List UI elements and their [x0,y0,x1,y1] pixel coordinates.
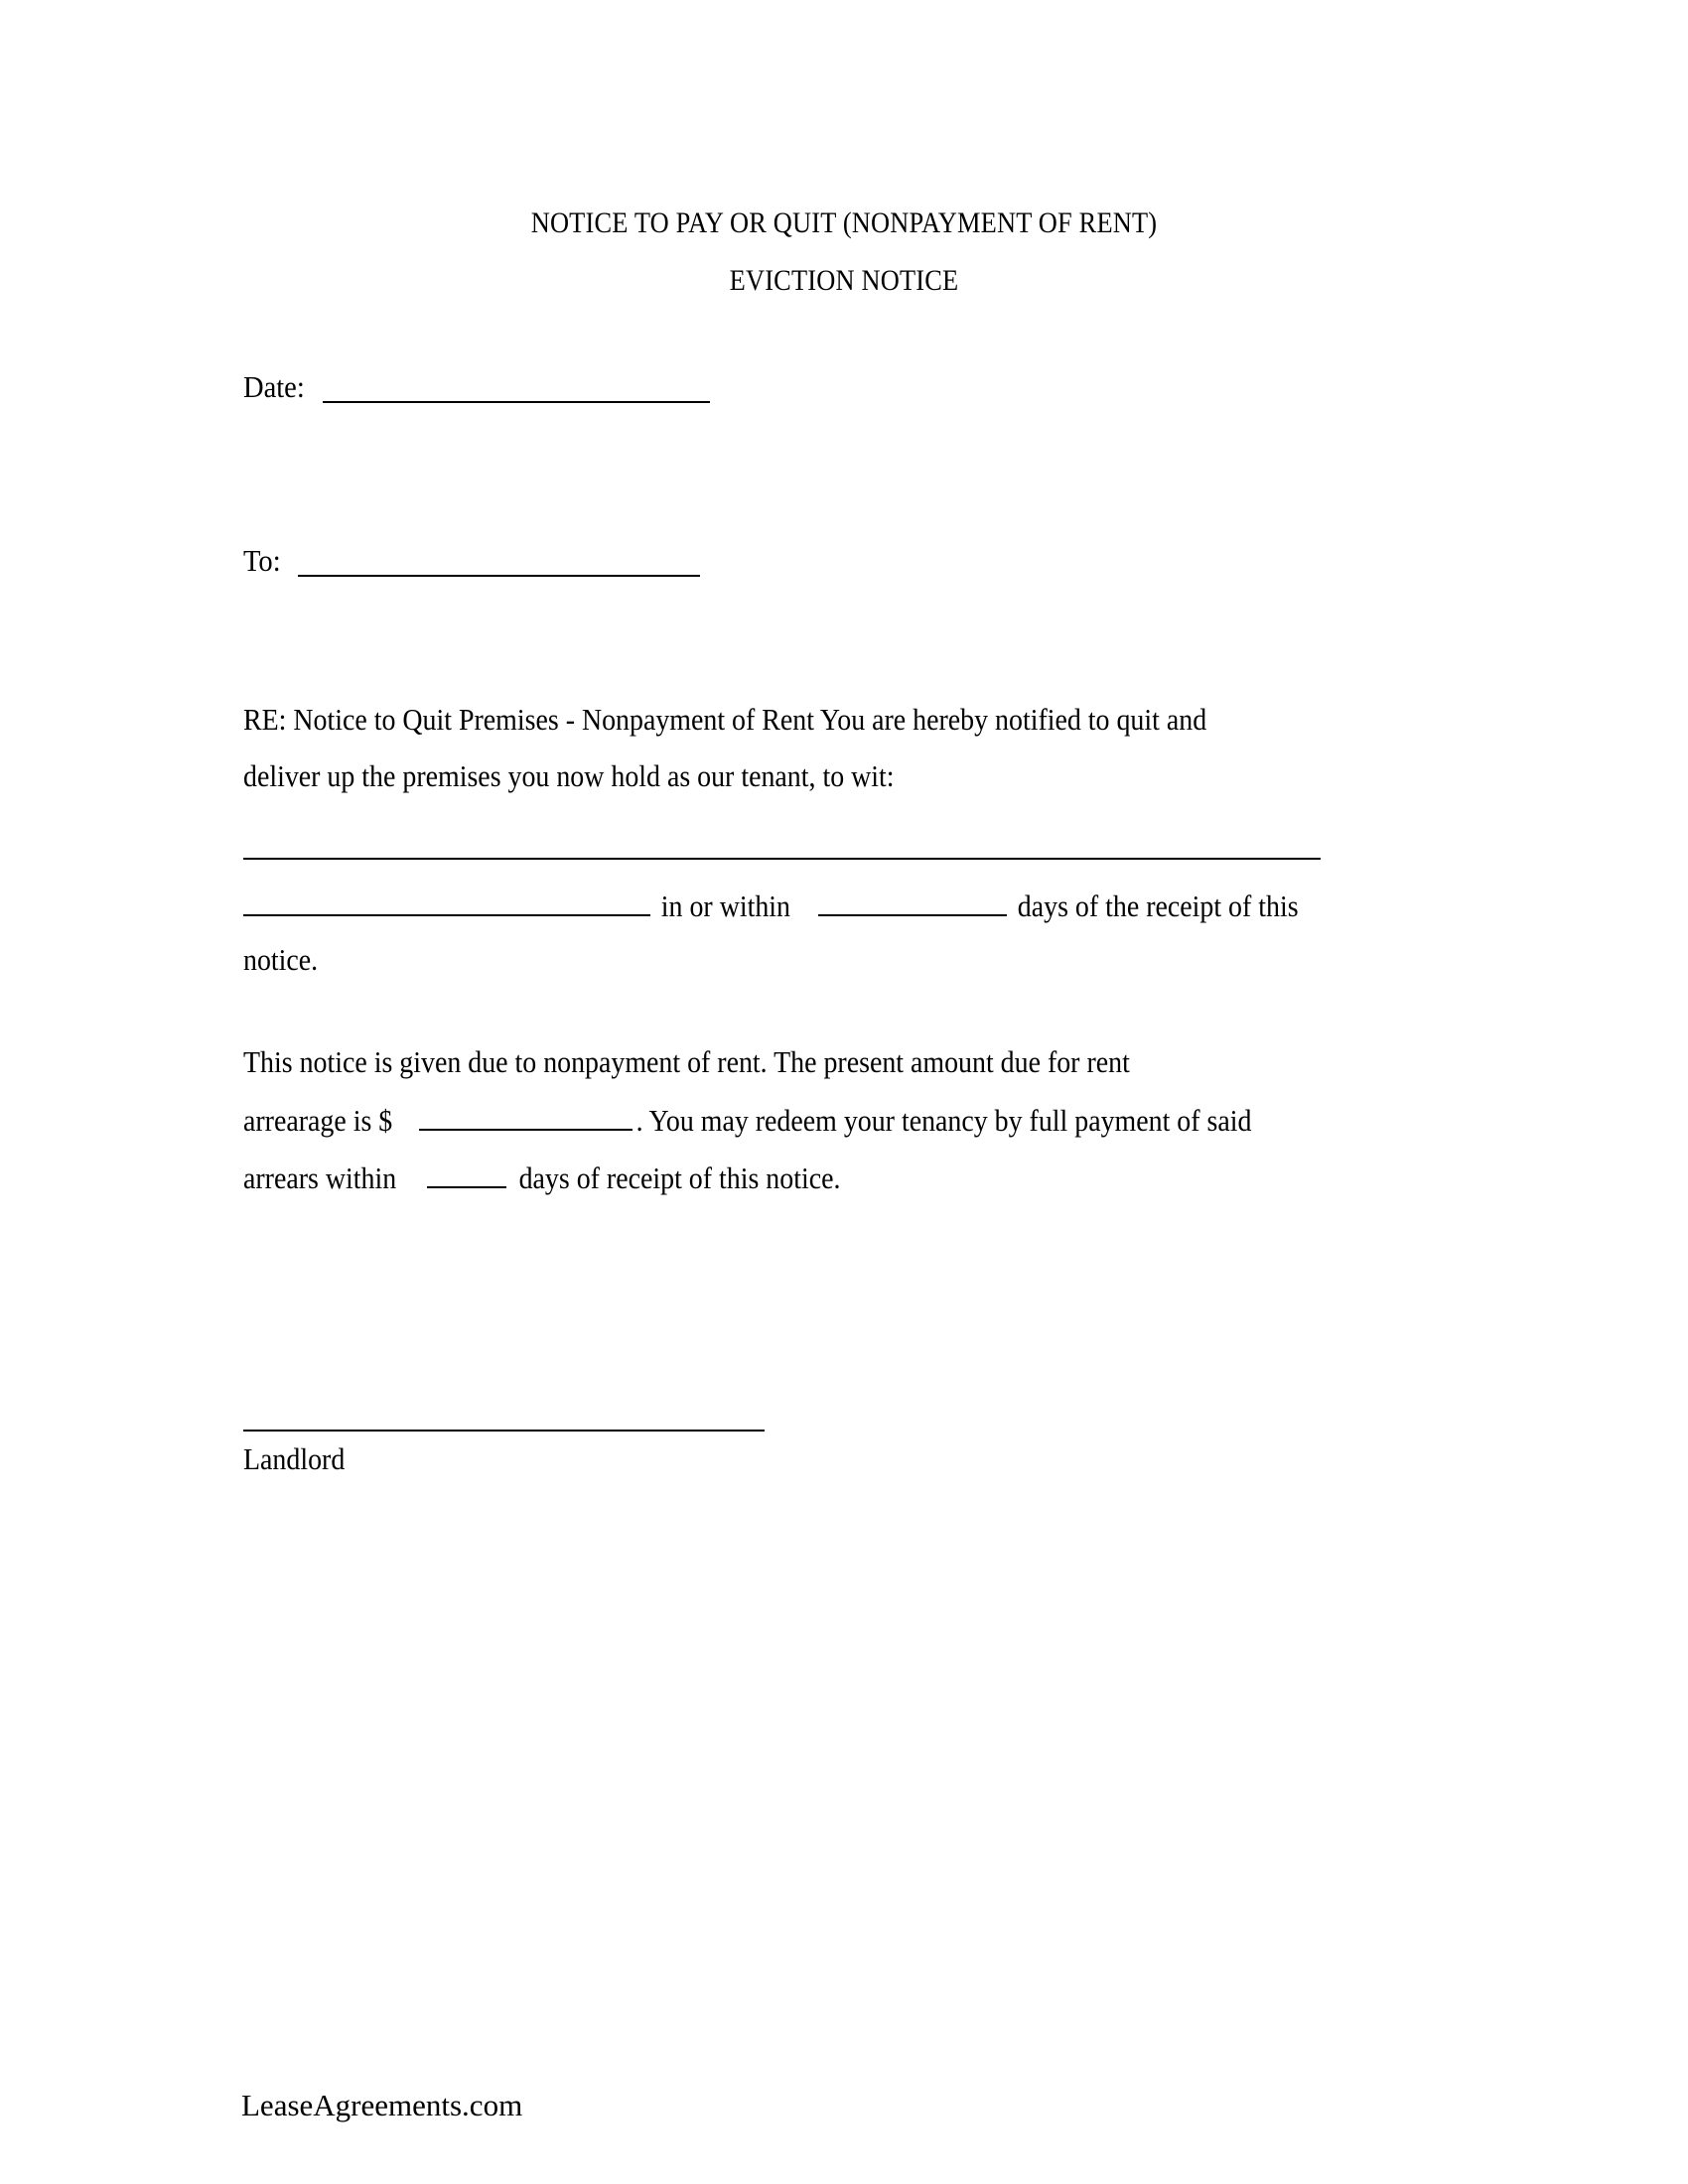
footer-site-name: LeaseAgreements.com [241,2088,523,2122]
re-paragraph-line-2: deliver up the premises you now hold as our tenant, to wit: [243,758,895,793]
premises-description-line-2[interactable] [243,888,650,916]
date-label: Date: [243,369,305,404]
quit-line-suffix-text: days of the receipt of this [1017,888,1299,923]
redeem-days-input-line[interactable] [427,1160,506,1188]
document-title-line-1: NOTICE TO PAY OR QUIT (NONPAYMENT OF RENT) [530,206,1158,239]
quit-line-mid-text: in or within [660,888,791,923]
title-block [0,195,1688,310]
to-label: To: [243,543,281,578]
date-input-line[interactable] [323,401,710,403]
quit-line-end-text: notice. [243,942,319,977]
arrearage-amount-prefix-text: arrearage is $ [243,1103,393,1138]
redeem-days-suffix-text: days of receipt of this notice. [518,1160,841,1195]
arrearage-amount-input-line[interactable] [419,1103,633,1131]
redeem-days-row [243,1160,878,1195]
landlord-label: Landlord [243,1441,346,1476]
re-paragraph-line-1: RE: Notice to Quit Premises - Nonpayment of Rent You are hereby notified to quit and [243,702,1207,737]
arrearage-amount-row [243,1103,1321,1138]
premises-description-line-1[interactable] [243,858,1321,860]
quit-deadline-row [243,888,1331,923]
to-input-line[interactable] [298,575,700,577]
arrearage-paragraph-line-1: This notice is given due to nonpayment of rent. The present amount due for rent [243,1044,1130,1079]
landlord-signature-line[interactable] [243,1430,765,1432]
arrearage-amount-suffix-text: . You may redeem your tenancy by full payment of said [635,1103,1252,1138]
days-input-line[interactable] [818,888,1007,916]
redeem-days-prefix-text: arrears within [243,1160,397,1195]
document-title-line-2: EVICTION NOTICE [729,264,959,297]
